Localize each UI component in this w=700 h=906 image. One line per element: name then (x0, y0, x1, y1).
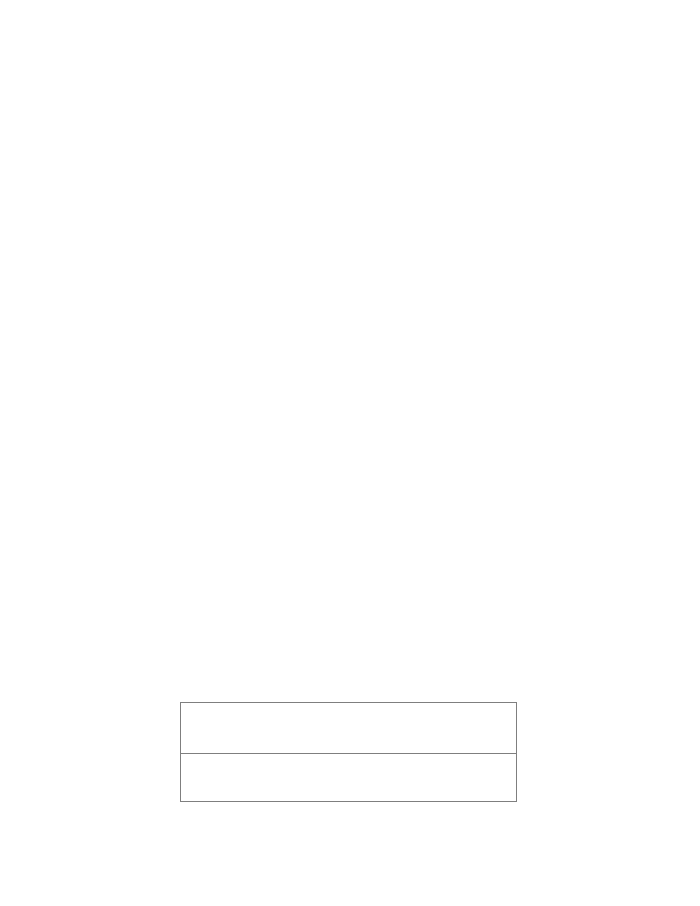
row-divider (181, 753, 516, 754)
apple-figure (180, 702, 517, 802)
